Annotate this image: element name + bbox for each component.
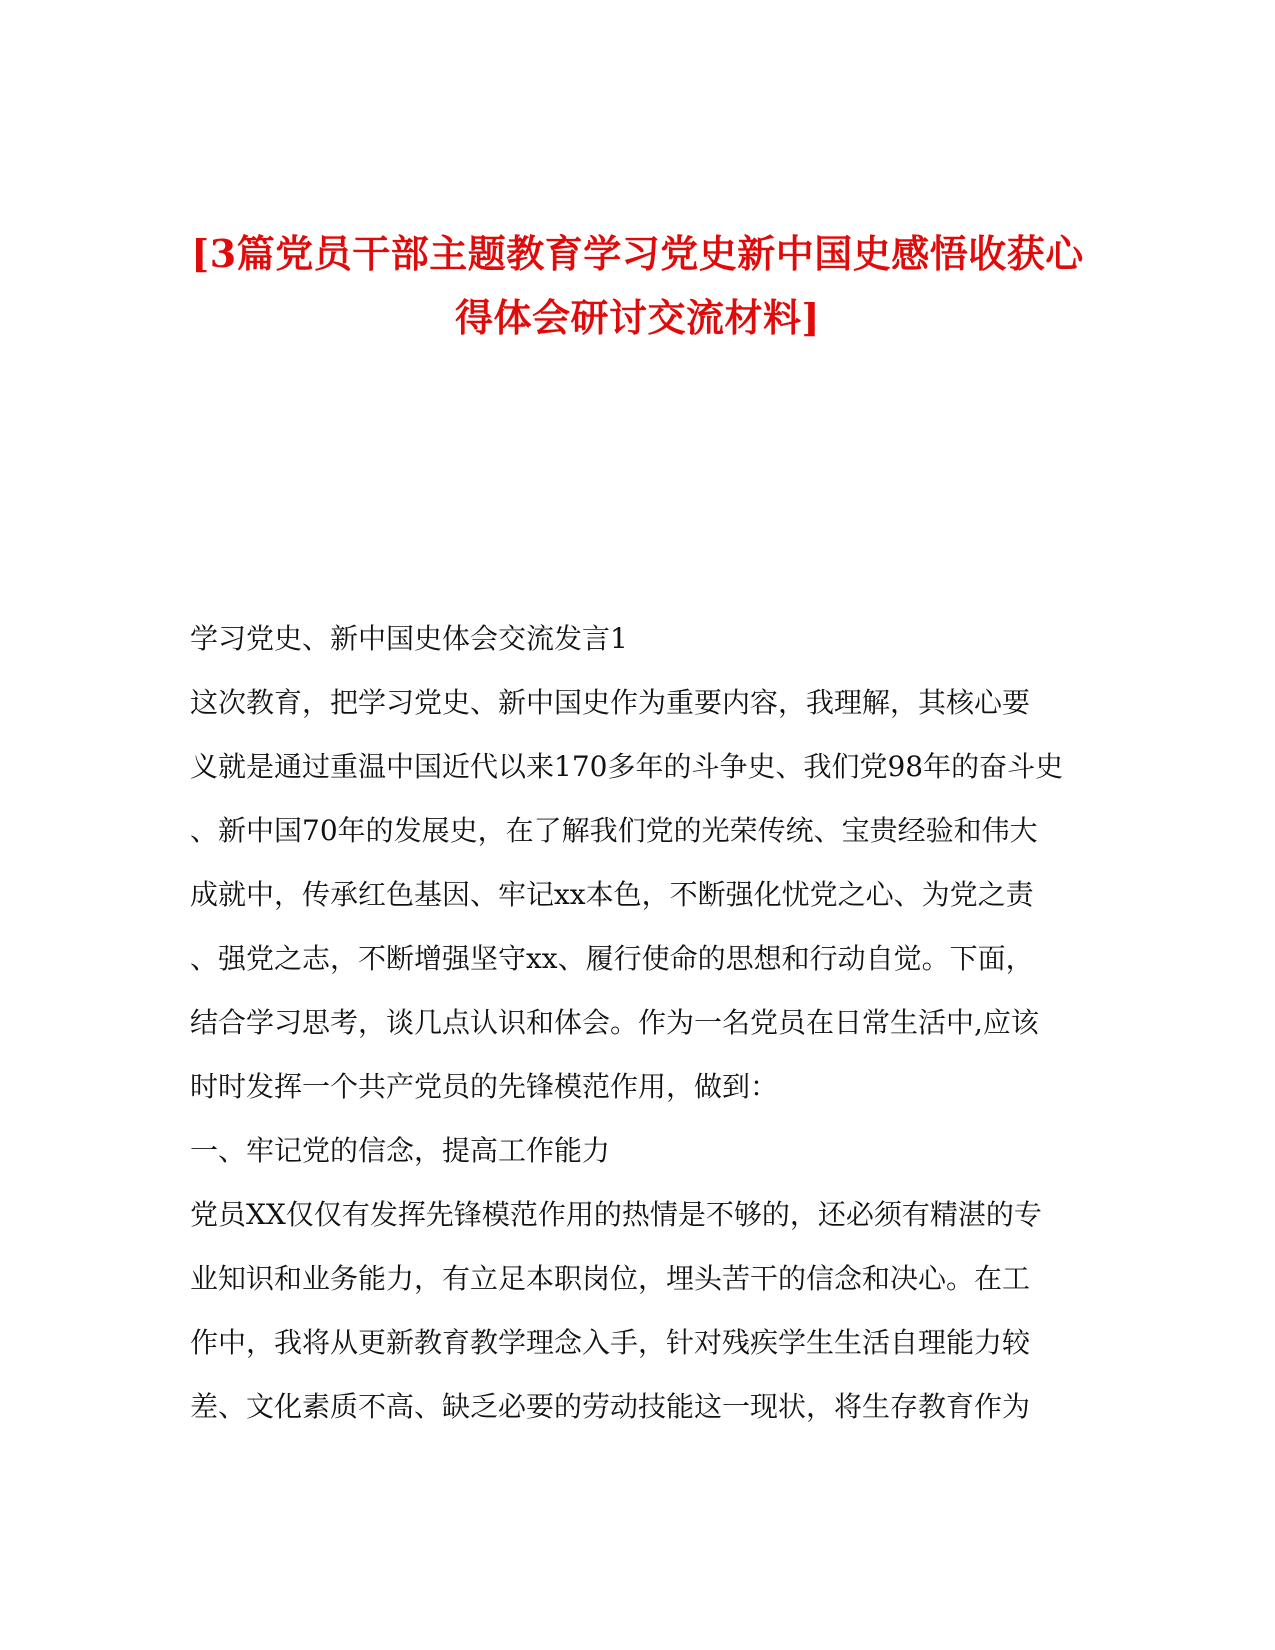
document-body — [190, 607, 1090, 1439]
paragraph-line: 成就中，传承红色基因、牢记xx本色，不断强化忧党之心、为党之责 — [190, 878, 1034, 911]
title-line-1: [3篇党员干部主题教育学习党史新中国史感悟收获心 — [191, 231, 1084, 276]
paragraph-line: 、强党之志，不断增强坚守xx、履行使命的思想和行动自觉。下面， — [190, 942, 1034, 975]
paragraph-line: 业知识和业务能力，有立足本职岗位，埋头苦干的信念和决心。在工 — [190, 1262, 1031, 1295]
paragraph-line: 义就是通过重温中国近代以来170多年的斗争史、我们党98年的奋斗史 — [190, 750, 1064, 783]
document-title — [150, 222, 1125, 350]
paragraph-line: 、新中国70年的发展史，在了解我们党的光荣传统、宝贵经验和伟大 — [190, 814, 1038, 847]
paragraph-line: 时时发挥一个共产党员的先锋模范作用，做到： — [190, 1070, 779, 1103]
title-line-2: 得体会研讨交流材料] — [455, 295, 820, 340]
subsection-heading: 一、牢记党的信念，提高工作能力 — [190, 1134, 611, 1167]
section-heading: 学习党史、新中国史体会交流发言1 — [190, 622, 628, 655]
paragraph-line: 差、文化素质不高、缺乏必要的劳动技能这一现状，将生存教育作为 — [190, 1390, 1031, 1423]
paragraph-line: 作中，我将从更新教育教学理念入手，针对残疾学生生活自理能力较 — [190, 1326, 1031, 1359]
paragraph-line: 结合学习思考，谈几点认识和体会。作为一名党员在日常生活中,应该 — [190, 1006, 1039, 1039]
paragraph-line: 这次教育，把学习党史、新中国史作为重要内容，我理解，其核心要 — [190, 686, 1031, 719]
paragraph-line: 党员XX仅仅有发挥先锋模范作用的热情是不够的，还必须有精湛的专 — [190, 1198, 1042, 1231]
